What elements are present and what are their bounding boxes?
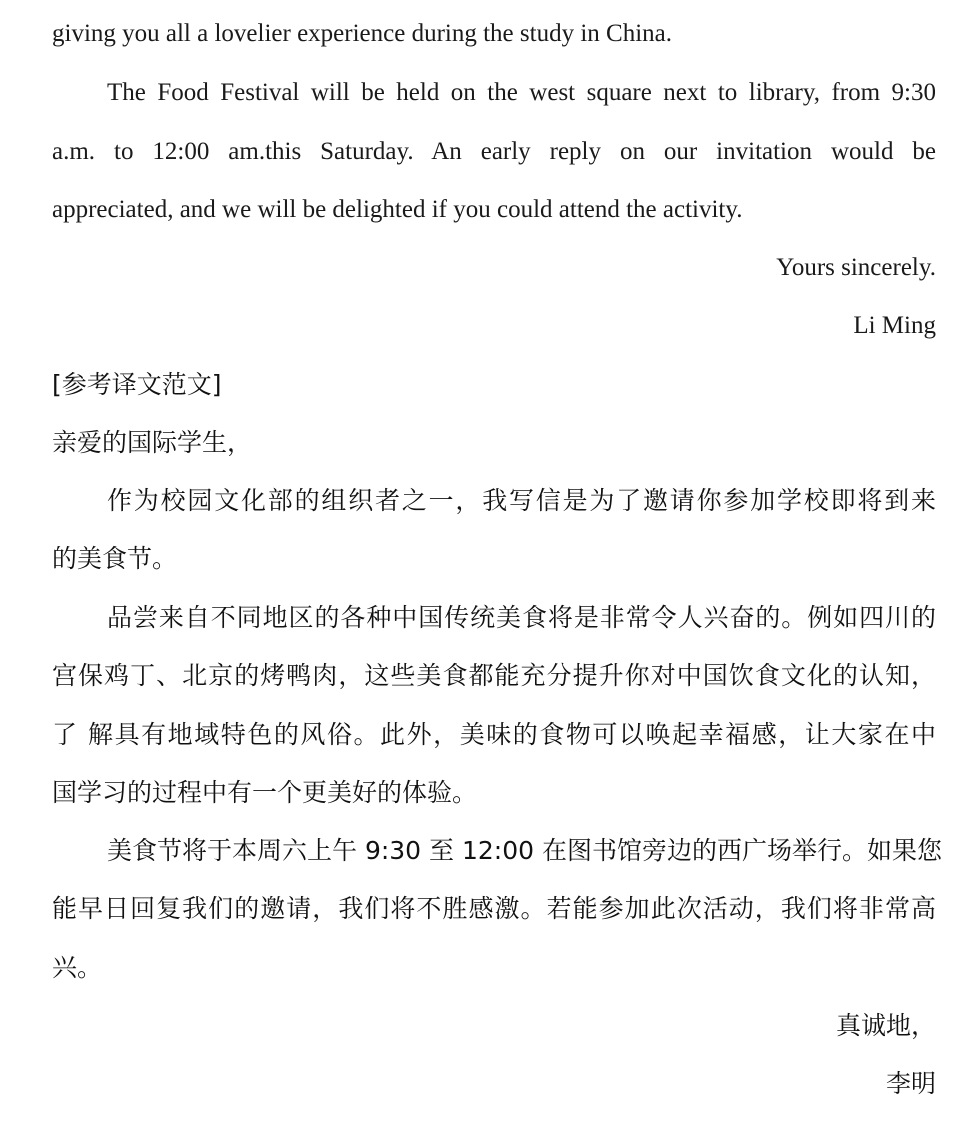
chinese-signature: 李明 [885,1069,936,1098]
chinese-p1-line-2: 的美食节。 [52,544,178,573]
chinese-p2-line-1: 品尝来自不同地区的各种中国传统美食将是非常令人兴奋的。例如四川的 [107,603,936,632]
chinese-p2-line-4: 国学习的过程中有一个更美好的体验。 [52,778,478,807]
english-closing: Yours sincerely. [776,254,936,281]
chinese-p3-line-2: 能早日回复我们的邀请，我们将不胜感激。若能参加此次活动，我们将非常高 [52,894,936,923]
chinese-p3-line-1: 美食节将于本周六上午 9:30 至 12:00 在图书馆旁边的西广场举行。如果您 [107,836,942,865]
section-label: [参考译文范文] [52,370,222,399]
chinese-p1-line-1: 作为校园文化部的组织者之一，我写信是为了邀请你参加学校即将到来 [107,486,936,515]
english-festival-line-3: appreciated, and we will be delighted if you could attend the activity. [52,196,743,223]
chinese-p2-line-2: 宫保鸡丁、北京的烤鸭肉，这些美食都能充分提升你对中国饮食文化的认知， [52,661,936,690]
english-paragraph-end: giving you all a lovelier experience during the study in China. [52,20,672,47]
english-festival-line-2: a.m. to 12:00 am.this Saturday. An early reply on our invitation would be [52,138,936,165]
chinese-p2-line-3: 了 解具有地域特色的风俗。此外，美味的食物可以唤起幸福感，让大家在中 [52,720,936,749]
chinese-salutation: 亲爱的国际学生， [52,428,253,457]
english-festival-line-1: The Food Festival will be held on the west square next to library, from 9:30 [107,79,936,106]
chinese-p3-line-3: 兴。 [52,953,103,982]
english-signature: Li Ming [853,312,936,339]
chinese-closing: 真诚地， [835,1011,936,1040]
